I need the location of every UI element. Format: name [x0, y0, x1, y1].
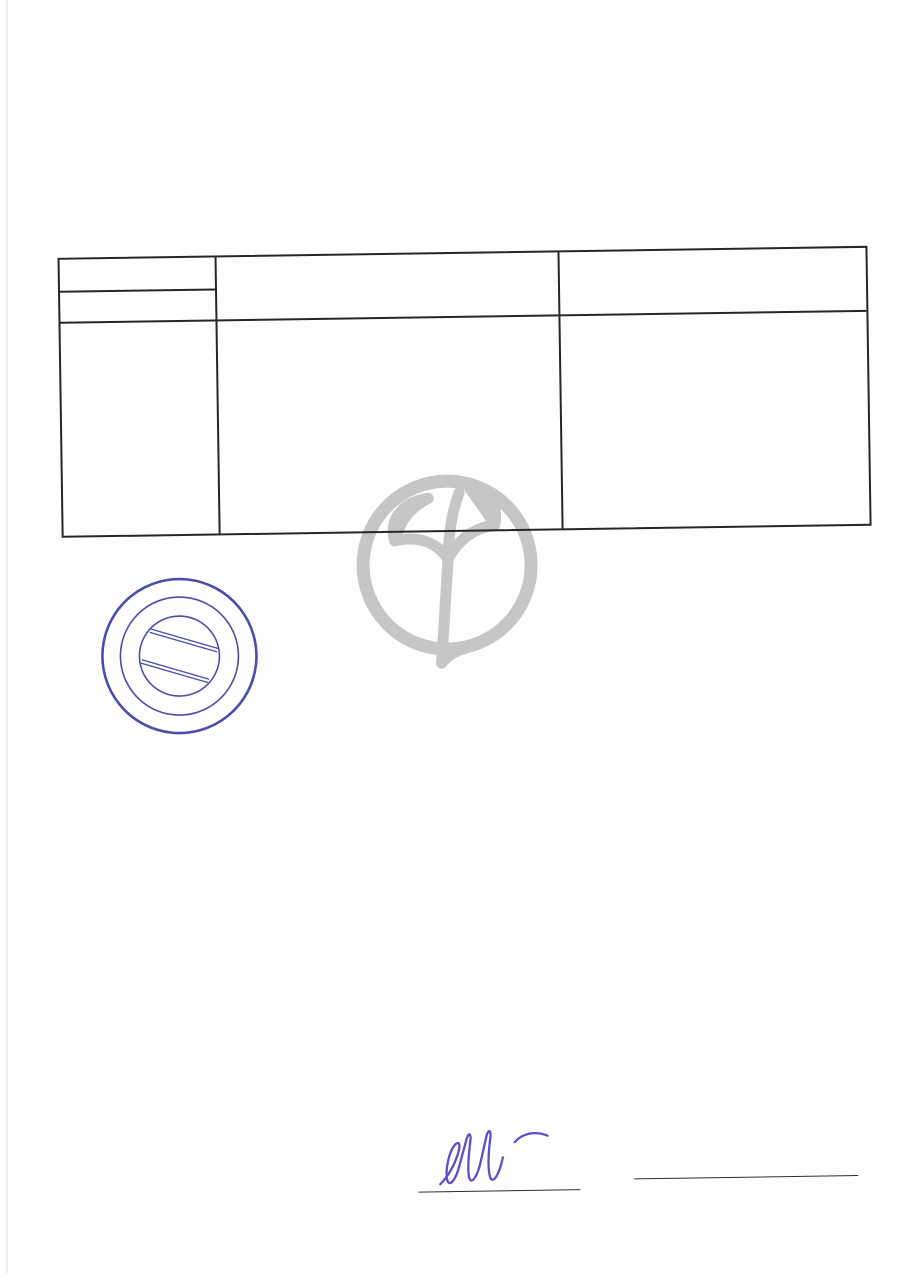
body-cell-product-description	[217, 316, 563, 533]
documentation-header-text	[560, 279, 866, 284]
header-cell-product-name	[217, 252, 561, 319]
header-cell-codes	[60, 257, 218, 321]
applicant-signature	[429, 1120, 565, 1194]
signature-caption	[418, 1194, 580, 1196]
full-name-line	[634, 1175, 858, 1179]
table-body-row	[60, 312, 869, 536]
applicant-full-name	[634, 1130, 858, 1133]
full-name-caption	[634, 1179, 858, 1182]
body-cell-standard	[560, 312, 869, 529]
watermark-tagline	[258, 773, 658, 779]
body-cell-codes	[60, 321, 220, 535]
tnved-code-label	[60, 290, 215, 302]
product-name-header-text	[217, 283, 558, 288]
qr-code	[716, 44, 834, 162]
product-table	[58, 246, 872, 538]
lekra-set-round-stamp	[75, 551, 284, 760]
header-cell-documentation	[559, 248, 866, 315]
stamp-center-group	[141, 629, 218, 683]
table-header-row	[60, 248, 867, 324]
